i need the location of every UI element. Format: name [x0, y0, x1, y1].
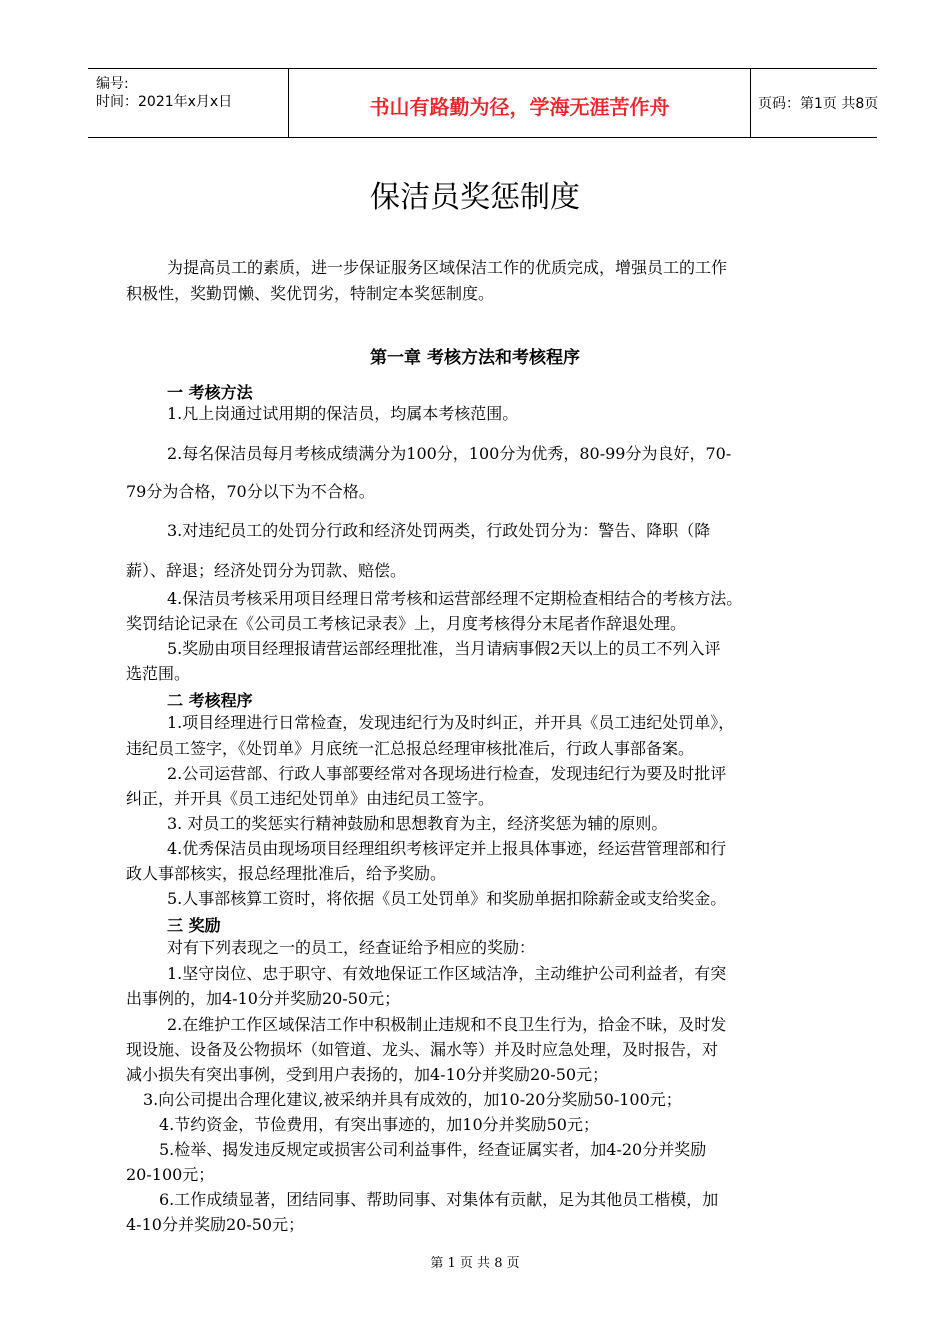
paragraph-line: 1.项目经理进行日常检查，发现违纪行为及时纠正，并开具《员工违纪处罚单》， [167, 713, 735, 732]
paragraph-line: 5.人事部核算工资时，将依据《员工处罚单》和奖励单据扣除薪金或支给奖金。 [167, 889, 727, 908]
number-label: 编号: [96, 76, 129, 92]
paragraph-line: 2.在维护工作区域保洁工作中积极制止违规和不良卫生行为，拾金不昧，及时发 [167, 1015, 727, 1034]
paragraph-line: 出事例的，加4-10分并奖励20-50元； [126, 989, 401, 1008]
paragraph-line: 6.工作成绩显著，团结同事、帮助同事、对集体有贡献，足为其他员工楷模，加 [159, 1190, 719, 1209]
time-label: 时间：2021年x月x日 [96, 94, 233, 110]
header-left-cell [88, 69, 288, 137]
section-heading: 三 奖励 [167, 916, 221, 935]
paragraph-line: 5.检举、揭发违反规定或损害公司利益事件，经查证属实者，加4-20分并奖励 [159, 1140, 707, 1159]
paragraph-line: 5.奖励由项目经理报请营运部经理批准，当月请病事假2天以上的员工不列入评 [167, 639, 721, 658]
paragraph-line: 薪）、辞退；经济处罚分为罚款、赔偿。 [126, 561, 407, 580]
paragraph-line: 1.凡上岗通过试用期的保洁员，均属本考核范围。 [167, 404, 519, 423]
section-heading: 二 考核程序 [167, 691, 253, 710]
paragraph-line: 4-10分并奖励20-50元； [126, 1215, 305, 1234]
document-title: 保洁员奖惩制度 [370, 180, 580, 215]
paragraph-line: 1.坚守岗位、忠于职守、有效地保证工作区域洁净，主动维护公司利益者，有突 [167, 964, 727, 983]
paragraph-line: 2.每名保洁员每月考核成绩满分为100分，100分为优秀，80-99分为良好，70- [167, 444, 732, 463]
header-right-cell [750, 69, 877, 137]
paragraph-line: 违纪员工签字，《处罚单》月底统一汇总报总经理审核批准后，行政人事部备案。 [126, 739, 695, 758]
chapter-heading: 第一章 考核方法和考核程序 [370, 348, 580, 368]
page-footer: 第 1 页 共 8 页 [430, 1256, 520, 1271]
paragraph-line: 4.节约资金，节俭费用，有突出事迹的，加10分并奖励50元； [159, 1115, 599, 1134]
header-motto-cell [288, 69, 751, 137]
paragraph-line: 对有下列表现之一的员工，经查证给予相应的奖励： [167, 938, 536, 957]
paragraph-line: 4.保洁员考核采用项目经理日常考核和运营部经理不定期检查相结合的考核方法。 [167, 589, 743, 608]
paragraph-line: 3.向公司提出合理化建议,被采纳并具有成效的，加10-20分奖励50-100元； [143, 1090, 682, 1109]
paragraph-line: 现设施、设备及公物损坏（如管道、龙头、漏水等）并及时应急处理，及时报告，对 [126, 1040, 719, 1059]
paragraph-line: 20-100元； [126, 1165, 215, 1184]
paragraph-line: 3.对违纪员工的处罚分行政和经济处罚两类，行政处罚分为：警告、降职（降 [167, 521, 711, 540]
paragraph-line: 纠正，并开具《员工违纪处罚单》由违纪员工签字。 [126, 789, 495, 808]
section-heading: 一 考核方法 [167, 383, 253, 402]
intro-line: 为提高员工的素质，进一步保证服务区域保洁工作的优质完成，增强员工的工作 [167, 258, 728, 277]
paragraph-line: 政人事部核实，报总经理批准后，给予奖励。 [126, 864, 447, 883]
intro-line: 积极性，奖勤罚懒、奖优罚劣，特制定本奖惩制度。 [126, 284, 495, 303]
paragraph-line: 4.优秀保洁员由现场项目经理组织考核评定并上报具体事迹，经运营管理部和行 [167, 839, 727, 858]
paragraph-line: 2.公司运营部、行政人事部要经常对各现场进行检查，发现违纪行为要及时批评 [167, 764, 727, 783]
page-header [88, 68, 877, 138]
paragraph-line: 3. 对员工的奖惩实行精神鼓励和思想教育为主，经济奖惩为辅的原则。 [167, 814, 668, 833]
paragraph-line: 79分为合格，70分以下为不合格。 [126, 482, 375, 501]
motto-text: 书山有路勤为径，学海无涯苦作舟 [369, 95, 670, 119]
paragraph-line: 减小损失有突出事例，受到用户表扬的，加4-10分并奖励20-50元； [126, 1065, 609, 1084]
paragraph-line: 奖罚结论记录在《公司员工考核记录表》上，月度考核得分末尾者作辞退处理。 [126, 614, 687, 633]
paragraph-line: 选范围。 [126, 664, 191, 683]
page-number-label: 页码：第1页 共8页 [758, 96, 879, 112]
